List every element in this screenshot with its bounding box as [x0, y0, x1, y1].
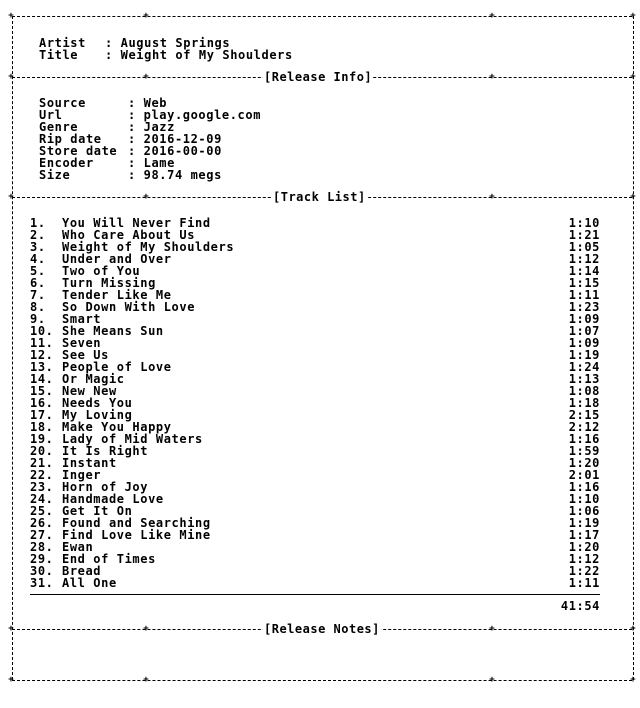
track-title: Found and Searching	[62, 516, 211, 530]
artist-value: August Springs	[120, 36, 231, 50]
track-duration: 1:20	[568, 540, 600, 554]
track-duration: 1:09	[568, 312, 600, 326]
track-duration: 1:07	[568, 324, 600, 338]
track-title: Bread	[62, 564, 102, 578]
track-title: Seven	[62, 336, 102, 350]
track-title: Tender Like Me	[62, 288, 172, 302]
release-info-colon: :	[128, 96, 144, 110]
track-duration: 1:10	[568, 216, 600, 230]
track-duration: 2:15	[568, 408, 600, 422]
track-number: 25.	[30, 504, 54, 518]
track-number: 11.	[30, 336, 54, 350]
track-row	[30, 457, 600, 469]
release-info-colon: :	[128, 168, 144, 182]
track-title: Lady of Mid Waters	[62, 432, 203, 446]
release-info-label: Source	[39, 96, 86, 110]
track-title: Make You Happy	[62, 420, 172, 434]
track-title: All One	[62, 576, 117, 590]
release-info-row	[39, 169, 222, 181]
release-info-value: play.google.com	[143, 108, 262, 122]
track-title: She Means Sun	[62, 324, 164, 338]
track-number: 17.	[30, 408, 54, 422]
track-row	[30, 325, 600, 337]
track-duration: 1:23	[568, 300, 600, 314]
track-number: 8.	[30, 300, 46, 314]
track-list-heading: [Track List]	[273, 190, 366, 204]
release-info-colon: :	[128, 132, 144, 146]
track-number: 18.	[30, 420, 54, 434]
track-duration: 1:12	[568, 252, 600, 266]
release-info-value: 98.74 megs	[143, 168, 222, 182]
track-number: 7.	[30, 288, 46, 302]
track-number: 24.	[30, 492, 54, 506]
track-duration: 1:16	[568, 480, 600, 494]
track-number: 30.	[30, 564, 54, 578]
track-row	[30, 577, 600, 589]
track-number: 10.	[30, 324, 54, 338]
track-number: 27.	[30, 528, 54, 542]
track-duration: 1:19	[568, 348, 600, 362]
track-number: 13.	[30, 360, 54, 374]
track-number: 21.	[30, 456, 54, 470]
track-duration: 1:21	[568, 228, 600, 242]
release-info-colon: :	[128, 120, 144, 134]
track-duration: 1:24	[568, 360, 600, 374]
track-title: Or Magic	[62, 372, 125, 386]
track-number: 16.	[30, 396, 54, 410]
track-duration: 1:11	[568, 288, 600, 302]
total-duration: 41:54	[560, 599, 600, 613]
track-title: People of Love	[62, 360, 172, 374]
release-info-colon: :	[128, 144, 144, 158]
track-duration: 1:16	[568, 432, 600, 446]
track-number: 15.	[30, 384, 54, 398]
track-duration: 1:06	[568, 504, 600, 518]
release-info-value: Lame	[143, 156, 175, 170]
release-info-value: 2016-00-00	[143, 144, 222, 158]
track-duration: 1:18	[568, 396, 600, 410]
track-number: 31.	[30, 576, 54, 590]
track-duration: 1:08	[568, 384, 600, 398]
track-title: It Is Right	[62, 444, 149, 458]
track-duration: 1:17	[568, 528, 600, 542]
track-title: Needs You	[62, 396, 133, 410]
title-label: Title	[39, 48, 79, 62]
artist-label: Artist	[39, 36, 86, 50]
track-title: New New	[62, 384, 117, 398]
release-info-label: Encoder	[39, 156, 94, 170]
track-row	[30, 337, 600, 349]
track-duration: 2:12	[568, 420, 600, 434]
track-row	[30, 301, 600, 313]
title-value: Weight of My Shoulders	[120, 48, 293, 62]
release-info-heading: [Release Info]	[264, 70, 373, 84]
track-number: 4.	[30, 252, 46, 266]
track-number: 14.	[30, 372, 54, 386]
track-number: 20.	[30, 444, 54, 458]
track-title: Who Care About Us	[62, 228, 196, 242]
track-duration: 1:15	[568, 276, 600, 290]
track-title: Smart	[62, 312, 102, 326]
track-title: Inger	[62, 468, 102, 482]
track-title: Handmade Love	[62, 492, 164, 506]
release-notes-rule: + + [Release Notes] + +	[8, 622, 636, 636]
release-info-rule: + + [Release Info] + +	[8, 70, 636, 84]
track-number: 22.	[30, 468, 54, 482]
track-title: Find Love Like Mine	[62, 528, 211, 542]
track-duration: 1:12	[568, 552, 600, 566]
release-info-label: Size	[39, 168, 71, 182]
track-duration: 1:22	[568, 564, 600, 578]
track-number: 6.	[30, 276, 46, 290]
track-duration: 1:13	[568, 372, 600, 386]
track-title: Ewan	[62, 540, 94, 554]
top-rule: + + + +	[8, 11, 636, 21]
artist-line: Artist : August Springs	[39, 36, 231, 50]
track-duration: 1:05	[568, 240, 600, 254]
bottom-rule: + + + +	[8, 675, 636, 685]
track-number: 2.	[30, 228, 46, 242]
track-title: Under and Over	[62, 252, 172, 266]
track-title: You Will Never Find	[62, 216, 211, 230]
track-title: End of Times	[62, 552, 156, 566]
track-number: 12.	[30, 348, 54, 362]
track-duration: 1:59	[568, 444, 600, 458]
track-title: Weight of My Shoulders	[62, 240, 235, 254]
title-line: Title : Weight of My Shoulders	[39, 48, 293, 62]
track-duration: 1:10	[568, 492, 600, 506]
release-info-label: Url	[39, 108, 63, 122]
release-info-label: Store date	[39, 144, 118, 158]
release-notes-heading: [Release Notes]	[264, 622, 380, 636]
track-number: 3.	[30, 240, 46, 254]
track-duration: 2:01	[568, 468, 600, 482]
track-number: 26.	[30, 516, 54, 530]
track-number: 28.	[30, 540, 54, 554]
release-info-colon: :	[128, 108, 144, 122]
release-info-value: 2016-12-09	[143, 132, 222, 146]
track-title: Instant	[62, 456, 117, 470]
track-number: 19.	[30, 432, 54, 446]
track-title: Two of You	[62, 264, 141, 278]
release-info-label: Rip date	[39, 132, 102, 146]
release-info-value: Web	[143, 96, 168, 110]
track-row	[30, 529, 600, 541]
track-number: 29.	[30, 552, 54, 566]
track-duration: 1:19	[568, 516, 600, 530]
track-row	[30, 553, 600, 565]
track-duration: 1:09	[568, 336, 600, 350]
track-number: 9.	[30, 312, 46, 326]
release-info-value: Jazz	[143, 120, 175, 134]
total-row	[30, 600, 600, 612]
total-separator	[30, 594, 600, 595]
track-list-rule: + + [Track List] + +	[8, 190, 636, 204]
track-title: So Down With Love	[62, 300, 196, 314]
track-title: See Us	[62, 348, 109, 362]
track-duration: 1:20	[568, 456, 600, 470]
track-title: Horn of Joy	[62, 480, 149, 494]
track-title: Get It On	[62, 504, 133, 518]
track-duration: 1:11	[568, 576, 600, 590]
release-info-colon: :	[128, 156, 144, 170]
release-info-label: Genre	[39, 120, 79, 134]
track-number: 5.	[30, 264, 46, 278]
track-duration: 1:14	[568, 264, 600, 278]
track-number: 23.	[30, 480, 54, 494]
track-title: My Loving	[62, 408, 133, 422]
track-title: Turn Missing	[62, 276, 156, 290]
track-number: 1.	[30, 216, 46, 230]
